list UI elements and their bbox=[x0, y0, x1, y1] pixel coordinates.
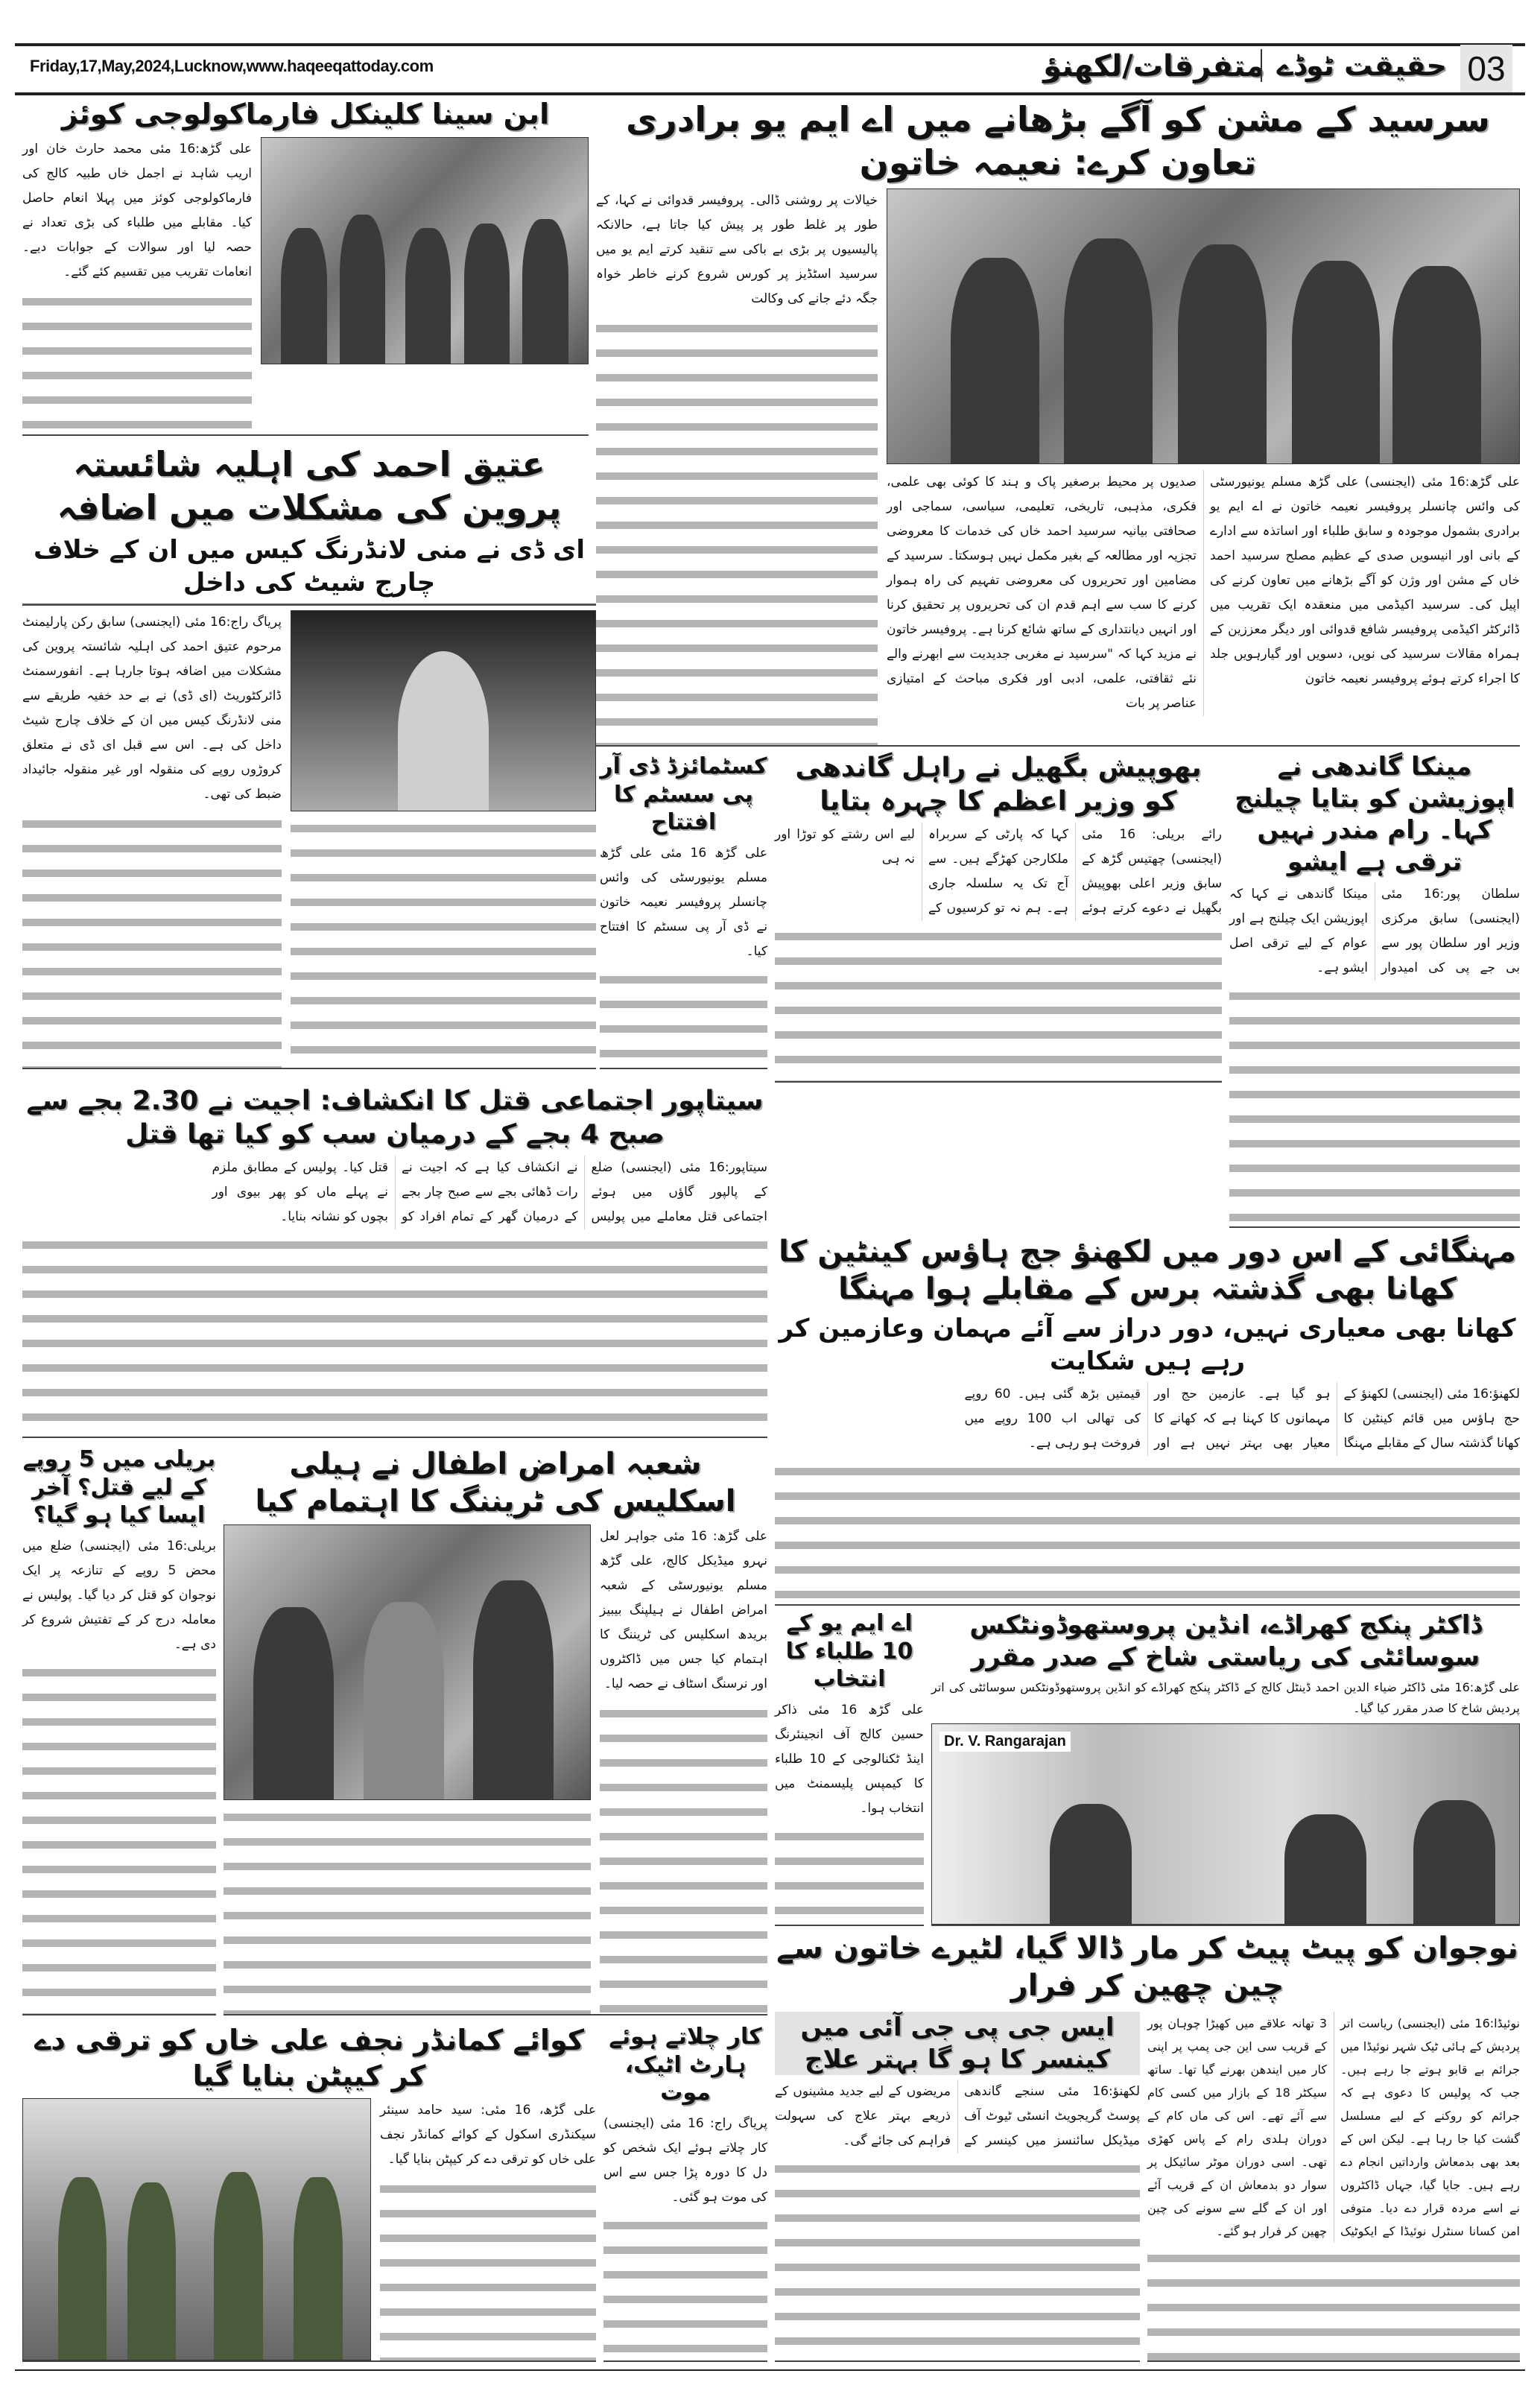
header-top-rule bbox=[15, 43, 1525, 46]
article-amu-students-selected bbox=[775, 1609, 924, 1926]
headline: ایس جی پی جی آئی میں کینسر کا ہو گا بہتر علاج bbox=[775, 2012, 1140, 2075]
subheadline: ای ڈی نے منی لانڈرنگ کیس میں ان کے خلاف چارج شیٹ کی داخل bbox=[22, 533, 596, 606]
paragraph: پریاگ راج: 16 مئی (ایجنسی) کار چلاتے ہوئے ایک شخص کو دل کا دورہ پڑا جس سے اس کی موت ہو گئی۔ bbox=[603, 2115, 767, 2205]
headline: نوجوان کو پیٹ پیٹ کر مار ڈالا گیا، لٹیرے خاتون سے چین چھین کر فرار bbox=[776, 1931, 1518, 2003]
paragraph: علی گڑھ 16 مئی ذاکر حسین کالج آف انجینئرنگ اینڈ ٹکنالوجی کے 10 طلباء کا کیمپس پلیسمنٹ میں انتخاب ہوا۔ bbox=[775, 1702, 924, 1816]
article-sitapur-murder bbox=[22, 1084, 767, 1438]
headline: عتیق احمد کی اہلیہ شائستہ پروین کی مشکلات میں اضافہ bbox=[57, 444, 562, 528]
photo-quiz-winners bbox=[261, 137, 589, 364]
article-body bbox=[887, 470, 1520, 716]
article-naeema bbox=[596, 98, 1520, 747]
headline: مہنگائی کے اس دور میں لکھنؤ جج ہاؤس کینٹین کا کھانا بھی گذشتہ برس کے مقابلے ہوا مہنگا bbox=[779, 1235, 1516, 1306]
article-body bbox=[380, 2098, 596, 2360]
paragraph: لکھنؤ:16 مئی سنجے گاندھی پوسٹ گریجویٹ انسٹی ٹیوٹ آف میڈیکل سائنسز میں کینسر کے مریضوں کے لیے جدید مشینوں کے ذریعے بہتر علاج کی سہولت فراہم کی جائے گی۔ bbox=[775, 2084, 1140, 2148]
article-body bbox=[600, 841, 767, 964]
article-maneka-gandhi bbox=[1229, 751, 1520, 1228]
article-body bbox=[775, 1698, 924, 1821]
paragraph: رائے بریلی: 16 مئی (ایجنسی) چھتیس گڑھ کے سابق وزیر اعلی بھوپیش بگھیل نے دعوے کرتے ہوئے کہا کہ پارٹی کے سربراہ ملکارجن کھڑگے ہیں۔ سے آج تک یہ سلسلہ جاری ہے۔ ہم نہ تو کرسیوں کے لیے اس رشتے کو توڑا اور نہ ہی bbox=[775, 827, 1222, 916]
paragraph: علی گڑھ:16 مئی محمد حارث خان اور اریب شاہد نے اجمل خاں طبیہ کالج کی فارماکولوجی کوئز میں پہلا انعام حاصل کیا۔ مقابلے میں طلباء کی بڑی تعداد نے حصہ لیا اور سوالات کے جوابات دیے۔ انعامات تقریب میں تقسیم کئے گئے۔ bbox=[22, 141, 252, 279]
paragraph: خیالات پر روشنی ڈالی۔ پروفیسر قدوائی نے کہا، کے طور پر غلط طور پر پیش کیا جاتا ہے، حالانکہ پالیسیوں پر بڑی بے باکی سے تنقید کرتے ایم یو میں سرسید اسٹڈیز پر کورس شروع کرنے خاطر خواہ جگہ دئے جانے کی وکالت bbox=[596, 193, 878, 306]
headline: شعبہ امراض اطفال نے ہیلی اسکلیس کی ٹریننگ کا اہتمام کیا bbox=[255, 1447, 736, 1519]
article-body-lines bbox=[291, 817, 596, 1068]
paragraph: علی گڑھ، 16 مئی: سید حامد سینئر سیکنڈری اسکول کے کوائے کمانڈر نجف علی خاں کو ترقی دے کر کیپٹن بنایا گیا۔ bbox=[380, 2103, 596, 2167]
article-body bbox=[775, 823, 1222, 921]
headline: کار چلاتے ہوئے ہارٹ اٹیک، موت bbox=[609, 2024, 762, 2106]
article-body bbox=[931, 1677, 1520, 1719]
article-bhupesh-baghel bbox=[775, 751, 1222, 1083]
paragraph: بریلی:16 مئی (ایجنسی) ضلع میں محض 5 روپے کے تنازعہ پر ایک نوجوان کو قتل کر دیا گیا۔ پولیس نے معاملہ درج کر کے تفتیش شروع کر دی ہے۔ bbox=[22, 1538, 216, 1652]
date-line: Friday,17,May,2024,Lucknow,www.haqeeqattoday.com bbox=[30, 57, 434, 75]
article-body bbox=[775, 1382, 1520, 1456]
article-bareilly-murder bbox=[22, 1445, 216, 2015]
paragraph: صدیوں پر محیط برصغیر پاک و ہند کا کوئی بھی علمی، فکری، مذہبی، تاریخی، تعلیمی، سیاسی، سماجی اور صحافتی بیانیہ سرسید احمد خاں کی خدمات کا معروضی تجزیہ اور مطالعہ کے بغیر مکمل نہیں ہوسکتا۔ سرسید کے مضامین اور تحریروں کی معروضی تفہیم کی راہ ہموار کرنے کا سب سے اہم قدم ان کی تحریروں پر تحقیق کرنا اور انہیں دیانتداری کے ساتھ شائع کرنا ہے۔ پروفیسر خاتون نے مزید کہا کہ "سرسید نے مغربی جدیدیت سے ابھرنے والے نئے ثقافتی، علمی، ادبی اور فکری مباحث کے امتیازی عناصر پر بات bbox=[887, 475, 1197, 711]
header-bottom-rule bbox=[15, 92, 1525, 95]
article-ibn-sina bbox=[22, 97, 589, 436]
headline: کوائے کمانڈر نجف علی خاں کو ترقی دے کر کیپٹن بنایا گیا bbox=[34, 2024, 584, 2092]
footer-rule bbox=[15, 2369, 1525, 2371]
article-body-continued bbox=[596, 189, 878, 745]
article-captain-promotion bbox=[22, 2023, 596, 2362]
article-body bbox=[22, 610, 282, 1068]
article-haj-house-canteen bbox=[775, 1233, 1520, 1606]
article-body bbox=[22, 1156, 767, 1229]
article-body bbox=[22, 137, 252, 435]
headline: ڈاکٹر پنکج کھراڈے، انڈین پروستھوڈونٹکس سوسائٹی کی ریاستی شاخ کے صدر مقرر bbox=[969, 1610, 1482, 1672]
article-body-lines bbox=[224, 1806, 591, 2014]
paragraph: علی گڑھ:16 مئی (ایجنسی) علی گڑھ مسلم یونیورسٹی کی وائس چانسلر پروفیسر نعیمہ خاتون نے اے ایم یو برادری بشمول موجودہ و سابق طلباء اور اساتذہ سے ادارے کے بانی اور انیسویں صدی کے عظیم مصلح سرسید احمد خاں کے مشن اور وژن کو آگے بڑھانے میں تعاون کرنے کی اپیل کی۔ سرسید اکیڈمی میں منعقدہ ایک تقریب میں ڈائرکٹر اکیڈمی پروفیسر شافع قدوائی اور دیگر معززین کے ہمراہ مقالات سرسید کی نویں، دسویں اور گیارہویں جلد کا اجراء کرتے ہوئے پروفیسر نعیمہ خاتون bbox=[1210, 475, 1520, 686]
page-number: 03 bbox=[1460, 45, 1512, 92]
headline: بھوپیش بگھیل نے راہل گاندھی کو وزیر اعظم کا چہرہ بتایا bbox=[795, 753, 1202, 817]
photo-caption-text: Dr. V. Rangarajan bbox=[939, 1732, 1071, 1752]
article-pankaj-khrade bbox=[931, 1609, 1520, 1926]
photo-vc-event bbox=[887, 189, 1520, 464]
article-body bbox=[600, 1524, 767, 2014]
headline: مینکا گاندھی نے اپوزیشن کو بتایا چیلنج کہا۔ رام مندر نہیں ترقی ہے ایشو bbox=[1235, 752, 1515, 877]
paragraph: علی گڑھ 16 مئی علی گڑھ مسلم یونیورسٹی کی وائس چانسلر پروفیسر نعیمہ خاتون نے ڈی آر پی سسٹم کا افتتاح کیا۔ bbox=[600, 845, 768, 959]
article-atiq-ahmed bbox=[22, 443, 596, 1069]
paragraph: نوئیڈا:16 مئی (ایجنسی) ریاست اتر پردیش کے ہائی ٹیک شہر نوئیڈا میں جرائم بے قابو ہوتے جا رہے ہیں۔ جب کہ پولیس کا دعوی ہے کہ جرائم کو روکنے کے لیے مسلسل گشت کیا جا رہا ہے۔ لیکن اس کے بعد بھی بدمعاش وارداتیں انجام دے رہے ہیں۔ جایا گیا، جہاں ڈاکٹروں نے اسے مردہ قرار دے دیا۔ متوفی امن کسانا سنٹرل نوئیڈا کے ایکوٹیک 3 تھانہ علاقے میں کھیڑا چوہان پور کے قریب سی این جی پمپ پر اپنی کار میں ایندھن بھرنے گیا تھا۔ ساتھ سیکٹر 18 کے بازار میں کسی کام سے آئے تھے۔ اس کی ماں کام کے دوران ہلدی رام کے پاس کھڑی تھی۔ اسی دوران موٹر سائیکل پر سوار دو بدمعاش ان کے قریب آئے اور ان کے گلے سے سونے کی چین چھین کر فرار ہو گئے۔ bbox=[1147, 2016, 1520, 2238]
article-body bbox=[603, 2112, 767, 2210]
paragraph: علی گڑھ: 16 مئی جواہر لعل نہرو میڈیکل کالج، علی گڑھ مسلم یونیورسٹی کے شعبہ امراض اطفال نے ہیلپنگ بیبیز بریدھ اسکلیس کی ٹریننگ کا اہتمام کیا جس میں ڈاکٹروں اور نرسنگ اسٹاف نے حصہ لیا۔ bbox=[600, 1529, 767, 1691]
paragraph: سیتاپور:16 مئی (ایجنسی) ضلع کے پالپور گاؤں میں ہوئے اجتماعی قتل معاملے میں پولیس نے انکشاف کیا ہے کہ اجیت نے رات ڈھائی بجے سے صبح چار بجے کے درمیان گھر کے تمام افراد کو قتل کیا۔ پولیس کے مطابق ملزم نے پہلے ماں کو پھر بیوی اور بچوں کو نشانہ بنایا۔ bbox=[212, 1160, 767, 1224]
headline: اے ایم یو کے 10 طلباء کا انتخاب bbox=[785, 1610, 913, 1692]
article-drp-system bbox=[600, 753, 767, 1069]
section-title: متفرقات/لکھنؤ bbox=[1043, 49, 1264, 83]
paragraph: لکھنؤ:16 مئی (ایجنسی) لکھنؤ کے حج ہاؤس میں قائم کینٹین کا کھانا گذشتہ سال کے مقابلے مہنگا ہو گیا ہے۔ عازمین حج اور مہمانوں کا کہنا ہے کہ کھانے کا معیار بھی بہتر نہیں ہے اور قیمتیں بڑھ گئی ہیں۔ 60 روپے کی تھالی اب 100 روپے میں فروخت ہو رہی ہے۔ bbox=[964, 1387, 1520, 1451]
article-noida-murder bbox=[775, 1930, 1520, 2008]
newspaper-logo: حقیقت ٹوڈے bbox=[1261, 49, 1447, 82]
photo-award-ceremony bbox=[931, 1723, 1520, 1925]
article-heart-attack bbox=[603, 2023, 767, 2362]
article-pediatrics-training bbox=[224, 1445, 767, 2015]
article-body bbox=[1229, 882, 1520, 981]
headline: کسٹمائزڈ ڈی آر پی سسٹم کا افتتاح bbox=[600, 753, 767, 835]
paragraph: علی گڑھ:16 مئی ڈاکٹر ضیاء الدین احمد ڈینٹل کالج کے ڈاکٹر پنکج کھراڈے کو انڈین پروستھوڈونٹکس سوسائٹی کی اتر پردیش شاخ کا صدر مقرر کیا گیا۔ bbox=[931, 1680, 1521, 1715]
headline: ابن سینا کلینکل فارماکولوجی کوئز bbox=[61, 98, 550, 130]
article-body bbox=[1147, 2012, 1520, 2243]
photo-training-event bbox=[224, 1524, 591, 1800]
article-noida-body bbox=[1147, 2012, 1520, 2362]
article-body bbox=[22, 1534, 216, 1657]
headline: سیتاپور اجتماعی قتل کا انکشاف: اجیت نے 2.30 بجے سے صبح 4 بجے کے درمیان سب کو کیا تھا قتل bbox=[26, 1086, 764, 1150]
headline: سرسید کے مشن کو آگے بڑھانے میں اے ایم یو برادری تعاون کرے: نعیمہ خاتون bbox=[626, 99, 1490, 183]
photo-shaista-parveen bbox=[291, 610, 596, 811]
paragraph: پریاگ راج:16 مئی (ایجنسی) سابق رکن پارلیمنٹ مرحوم عتیق احمد کی اہلیہ شائستہ پروین کی مشکلات میں اضافہ ہوتا جارہا ہے۔ انفورسمنٹ ڈائرکٹوریٹ (ای ڈی) نے بے حد خفیہ طریقے سے منی لانڈرنگ کیس میں ان کے خلاف چارج شیٹ داخل کی ہے۔ اس سے قبل ای ڈی نے متعلق کروڑوں روپے کی منقولہ اور غیر منقولہ جائیداد ضبط کی تھی۔ bbox=[22, 615, 282, 802]
subheadline: کھانا بھی معیاری نہیں، دور دراز سے آئے مہمان وعازمین کر رہے ہیں شکایت bbox=[779, 1314, 1516, 1377]
article-body bbox=[775, 2080, 1140, 2153]
paragraph: سلطان پور:16 مئی (ایجنسی) سابق مرکزی وزیر اور سلطان پور سے بی جے پی کی امیدوار مینکا گاندھی نے کہا کہ اپوزیشن ایک چیلنج ہے اور عوام کے لیے ترقی اصل ایشو ہے۔ bbox=[1229, 887, 1520, 975]
photo-army-officers bbox=[22, 2098, 371, 2360]
article-sgpgi-cancer bbox=[775, 2012, 1140, 2362]
headline: بریلی میں 5 روپے کے لیے قتل؟ آخر ایسا کیا ہو گیا؟ bbox=[22, 1446, 216, 1528]
